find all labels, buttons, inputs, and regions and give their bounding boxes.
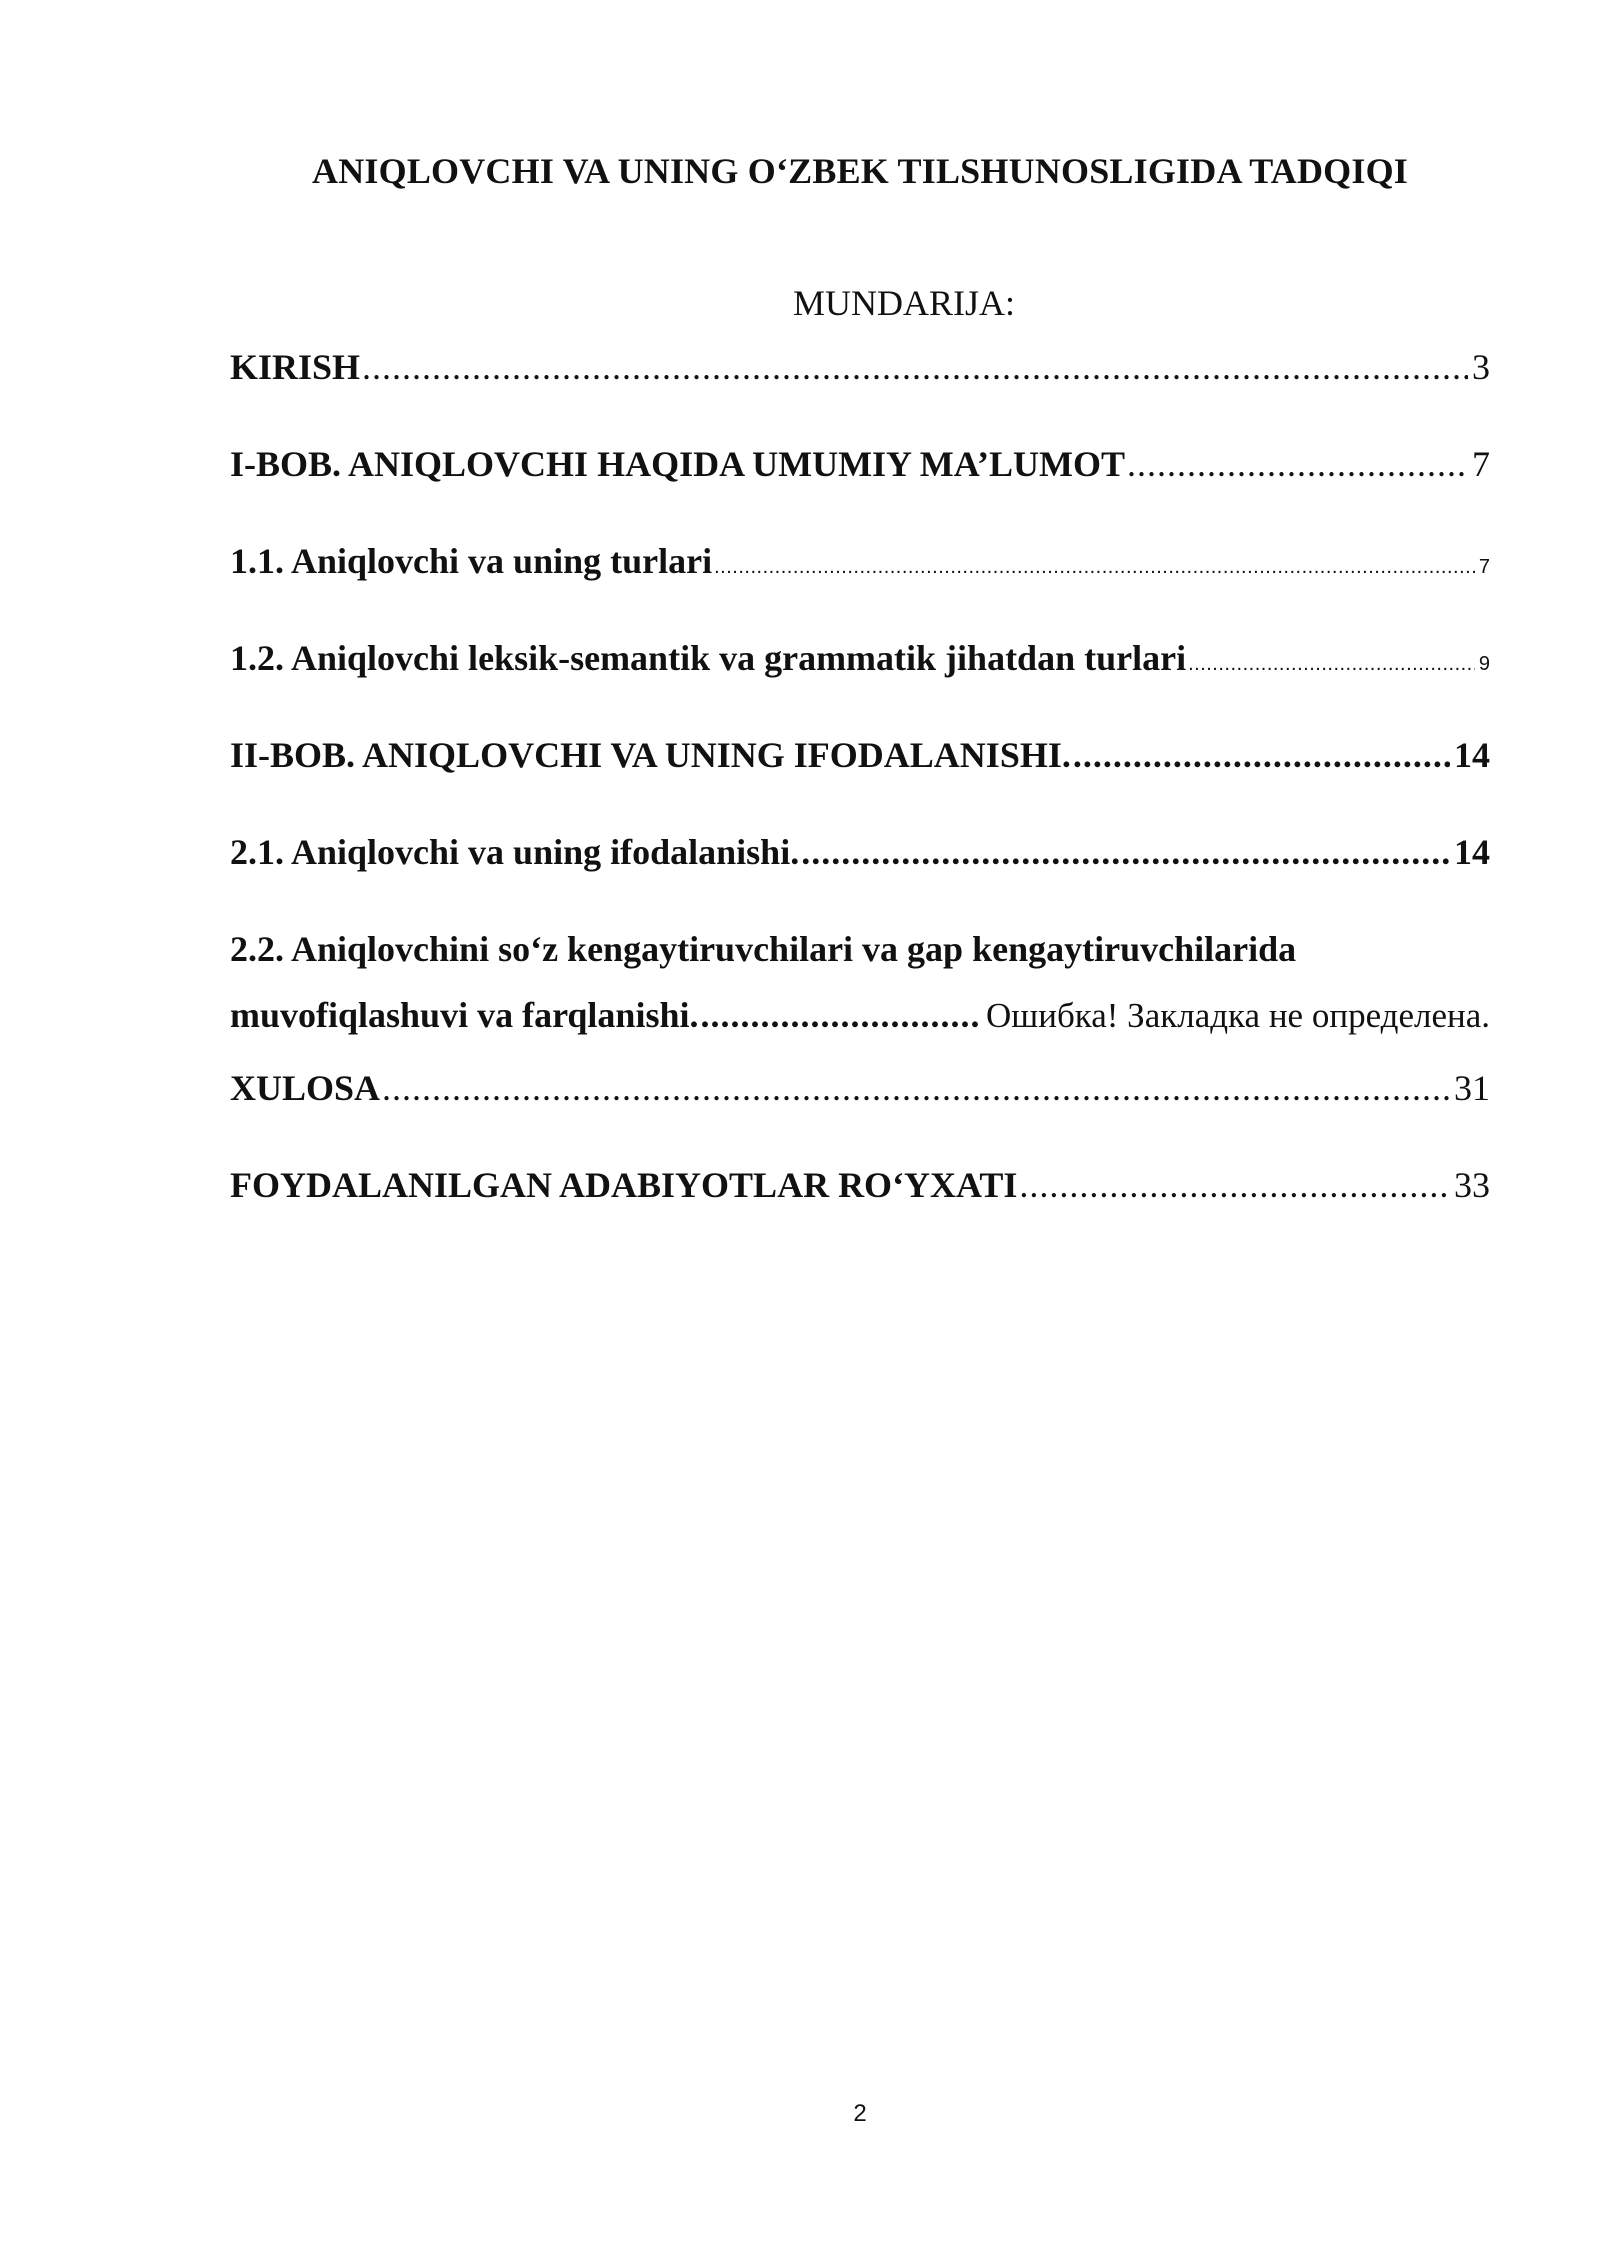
dot-leader xyxy=(801,831,1450,873)
dot-leader xyxy=(1188,653,1475,676)
dot-leader xyxy=(1073,734,1450,776)
toc-entry-kirish[interactable] xyxy=(230,346,1490,443)
toc-entry-title: 1.2. Aniqlovchi leksik-semantik va grammatik jihatdan turlari xyxy=(230,638,1187,678)
toc-heading: MUNDARIJA: xyxy=(792,283,1015,323)
toc-entry-2-2[interactable] xyxy=(230,928,1490,1036)
toc-entry-title: FOYDALANILGAN ADABIYOTLAR RO‘YXATI xyxy=(230,1165,1018,1205)
toc-entry-line2 xyxy=(230,994,1490,1036)
dot-leader xyxy=(1127,443,1468,485)
dot-leader xyxy=(714,556,1475,579)
toc-entry-page: 3 xyxy=(1472,347,1490,387)
toc-entry-title: 1.1. Aniqlovchi va uning turlari xyxy=(230,541,713,581)
toc-entry-title: KIRISH xyxy=(230,347,361,387)
toc-entry-references[interactable] xyxy=(230,1164,1490,1261)
bookmark-error-text: Ошибка! Закладка не определена. xyxy=(986,996,1490,1035)
toc-entry-title-line1: 2.2. Aniqlovchini so‘z kengaytiruvchilari va gap kengaytiruvchilarida xyxy=(230,929,1297,969)
toc-entry-title: XULOSA xyxy=(230,1068,381,1108)
toc-entry-1-2[interactable] xyxy=(230,637,1490,734)
toc-entry-2-1[interactable] xyxy=(230,831,1490,928)
toc-entry-title-line2: muvofiqlashuvi va farqlanishi. xyxy=(230,995,699,1035)
toc-entry-page: 14 xyxy=(1454,832,1490,872)
dot-leader xyxy=(700,994,982,1036)
toc-entry-xulosa[interactable] xyxy=(230,1067,1490,1164)
toc-entry-page: 7 xyxy=(1472,444,1490,484)
toc-entry-title: 2.1. Aniqlovchi va uning ifodalanishi. xyxy=(230,832,800,872)
toc-entry-page: 9 xyxy=(1478,653,1490,675)
page-number: 2 xyxy=(853,2100,867,2127)
dot-leader xyxy=(362,346,1468,388)
toc-entry-page: 7 xyxy=(1478,556,1490,578)
dot-leader xyxy=(382,1067,1450,1109)
dot-leader xyxy=(1019,1164,1450,1206)
document-title: ANIQLOVCHI VA UNING O‘ZBEK TILSHUNOSLIGIDA TADQIQI xyxy=(312,151,1408,191)
toc-entry-title: I-BOB. ANIQLOVCHI HAQIDA UMUMIY MA’LUMOT xyxy=(230,444,1126,484)
toc-entry-page: 33 xyxy=(1454,1165,1490,1205)
toc-entry-page: 31 xyxy=(1454,1068,1490,1108)
toc-entry-1-1[interactable] xyxy=(230,540,1490,637)
toc-entry-title: II-BOB. ANIQLOVCHI VA UNING IFODALANISHI. xyxy=(230,735,1071,775)
toc-entry-chapter-1[interactable] xyxy=(230,443,1490,540)
toc-entry-chapter-2[interactable] xyxy=(230,734,1490,831)
toc-entry-page: 14 xyxy=(1454,735,1490,775)
table-of-contents xyxy=(230,346,1490,1261)
